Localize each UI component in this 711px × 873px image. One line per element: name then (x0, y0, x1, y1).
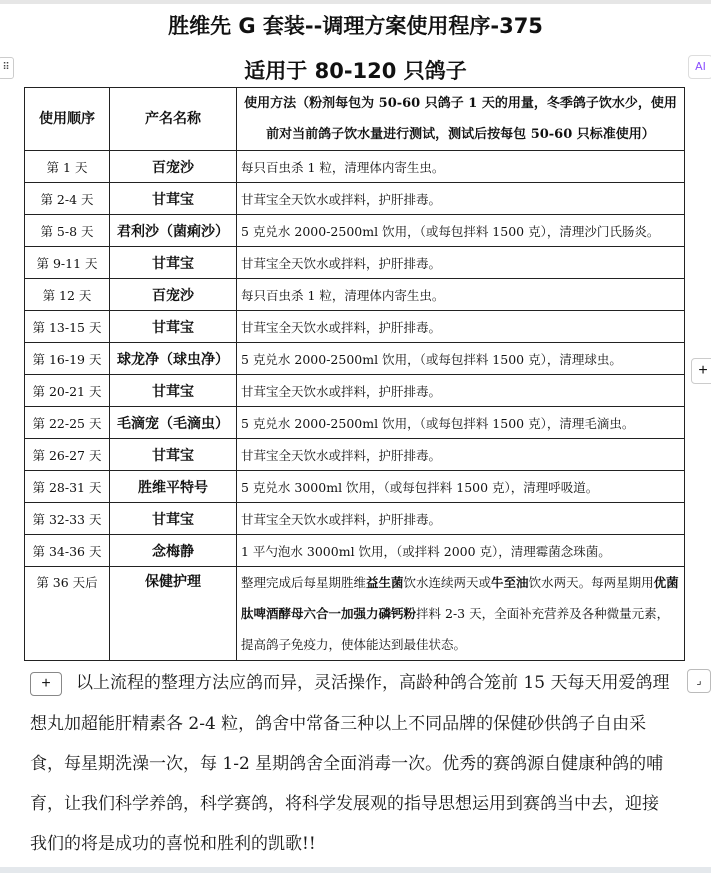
product-cell: 甘茸宝 (110, 439, 237, 471)
table-row (25, 343, 685, 375)
product-cell: 胜维平特号 (110, 471, 237, 503)
usage-cell: 甘茸宝全天饮水或拌料，护肝排毒。 (237, 503, 685, 535)
day-cell: 第 12 天 (25, 279, 110, 311)
day-cell: 第 2-4 天 (25, 183, 110, 215)
usage-text: 饮水两天。每两星期用 (528, 575, 654, 590)
usage-cell: 每只百虫杀 1 粒，清理体内寄生虫。 (237, 151, 685, 183)
header-order: 使用顺序 (25, 88, 110, 151)
product-cell: 君利沙（菌痢沙） (110, 215, 237, 247)
table-row (25, 215, 685, 247)
document-subtitle: 适用于 80-120 只鸽子 (244, 59, 467, 83)
product-cell: 甘茸宝 (110, 183, 237, 215)
product-cell: 百宠沙 (110, 151, 237, 183)
day-cell: 第 34-36 天 (25, 535, 110, 567)
document-title: 胜维先 G 套装--调理方案使用程序-375 (168, 14, 543, 38)
day-cell: 第 22-25 天 (25, 407, 110, 439)
day-cell: 第 28-31 天 (25, 471, 110, 503)
usage-cell: 1 平勺泡水 3000ml 饮用，（或拌料 2000 克），清理霉菌念珠菌。 (237, 535, 685, 567)
table-row (25, 183, 685, 215)
product-cell: 念梅静 (110, 535, 237, 567)
day-cell: 第 20-21 天 (25, 375, 110, 407)
closing-paragraph (30, 663, 702, 864)
product-cell: 百宠沙 (110, 279, 237, 311)
paragraph-indent (30, 664, 76, 704)
usage-cell: 5 克兑水 3000ml 饮用，（或每包拌料 1500 克），清理呼吸道。 (237, 471, 685, 503)
usage-cell: 甘茸宝全天饮水或拌料，护肝排毒。 (237, 439, 685, 471)
table-row (25, 503, 685, 535)
day-cell: 第 13-15 天 (25, 311, 110, 343)
table-row (25, 439, 685, 471)
header-usage: 使用方法（粉剂每包为 50-60 只鸽子 1 天的用量，冬季鸽子饮水少，使用前对当前鸽子饮水量进行测试，测试后按每包 50-60 只标准使用） (237, 88, 685, 151)
schedule-table (24, 87, 685, 661)
day-cell: 第 32-33 天 (25, 503, 110, 535)
usage-cell: 5 克兑水 2000-2500ml 饮用，（或每包拌料 1500 克），清理毛滴虫。 (237, 407, 685, 439)
usage-text: 优菌肽啤酒酵母六合一加强力磷钙粉 (241, 575, 679, 621)
add-column-button[interactable]: + (691, 358, 711, 384)
day-cell: 第 16-19 天 (25, 343, 110, 375)
table-row (25, 311, 685, 343)
table-row (25, 375, 685, 407)
product-cell: 球龙净（球虫净） (110, 343, 237, 375)
header-product: 产名名称 (110, 88, 237, 151)
day-cell: 第 36 天后 (25, 567, 110, 661)
document-body (24, 87, 702, 864)
product-cell: 毛滴宠（毛滴虫） (110, 407, 237, 439)
usage-cell: 甘茸宝全天饮水或拌料，护肝排毒。 (237, 311, 685, 343)
table-row (25, 151, 685, 183)
product-cell: 甘茸宝 (110, 503, 237, 535)
drag-handle-icon[interactable]: ⠿ (0, 57, 14, 79)
day-cell: 第 5-8 天 (25, 215, 110, 247)
product-cell: 甘茸宝 (110, 375, 237, 407)
day-cell: 第 1 天 (25, 151, 110, 183)
table-header-row (25, 88, 685, 151)
product-cell: 甘茸宝 (110, 247, 237, 279)
bottom-border (0, 867, 711, 873)
usage-text: 牛至油 (491, 575, 529, 590)
top-border (0, 0, 711, 4)
usage-text: 整理完成后每星期胜维 (241, 575, 367, 590)
table-row (25, 535, 685, 567)
usage-cell: 每只百虫杀 1 粒，清理体内寄生虫。 (237, 279, 685, 311)
insert-button[interactable]: + (30, 672, 62, 696)
paragraph-text: 以上流程的整理方法应鸽而异，灵活操作，高龄种鸽合笼前 15 天每天用爱鸽理想丸加超能肝精素各 2-4 粒，鸽舍中常备三种以上不同品牌的保健砂供鸽子自由采食，每星期洗澡一次，每 1-2 星期鸽舍全面消毒一次。优秀的赛鸽源自健康种鸽的哺育，让我们科学养鸽，科学赛鸽，将科学发展观的指导思想运用到赛鸽当中去，迎接我们的将是成功的喜悦和胜利的凯歌!! (30, 673, 670, 854)
product-cell: 甘茸宝 (110, 311, 237, 343)
usage-text: 饮水连续两天或 (403, 575, 492, 590)
day-cell: 第 9-11 天 (25, 247, 110, 279)
table-row (25, 247, 685, 279)
usage-cell: 甘茸宝全天饮水或拌料，护肝排毒。 (237, 375, 685, 407)
usage-cell: 甘茸宝全天饮水或拌料，护肝排毒。 (237, 247, 685, 279)
table-row (25, 471, 685, 503)
table-row (25, 407, 685, 439)
expand-icon[interactable]: ⌟ (687, 669, 711, 693)
usage-text: 益生菌 (366, 575, 404, 590)
usage-text: 拌料 2-3 天，全面补充营养及各种微量元素，提高鸽子免疫力，使体能达到最佳状态。 (241, 606, 670, 652)
usage-cell: 5 克兑水 2000-2500ml 饮用，（或每包拌料 1500 克），清理沙门氏肠炎。 (237, 215, 685, 247)
table-row (25, 279, 685, 311)
usage-cell: 甘茸宝全天饮水或拌料，护肝排毒。 (237, 183, 685, 215)
table-row (25, 567, 685, 661)
usage-cell: 5 克兑水 2000-2500ml 饮用，（或每包拌料 1500 克），清理球虫。 (237, 343, 685, 375)
ai-button[interactable]: AI (688, 55, 711, 79)
product-cell: 保健护理 (110, 567, 237, 661)
day-cell: 第 26-27 天 (25, 439, 110, 471)
usage-cell (237, 567, 685, 661)
